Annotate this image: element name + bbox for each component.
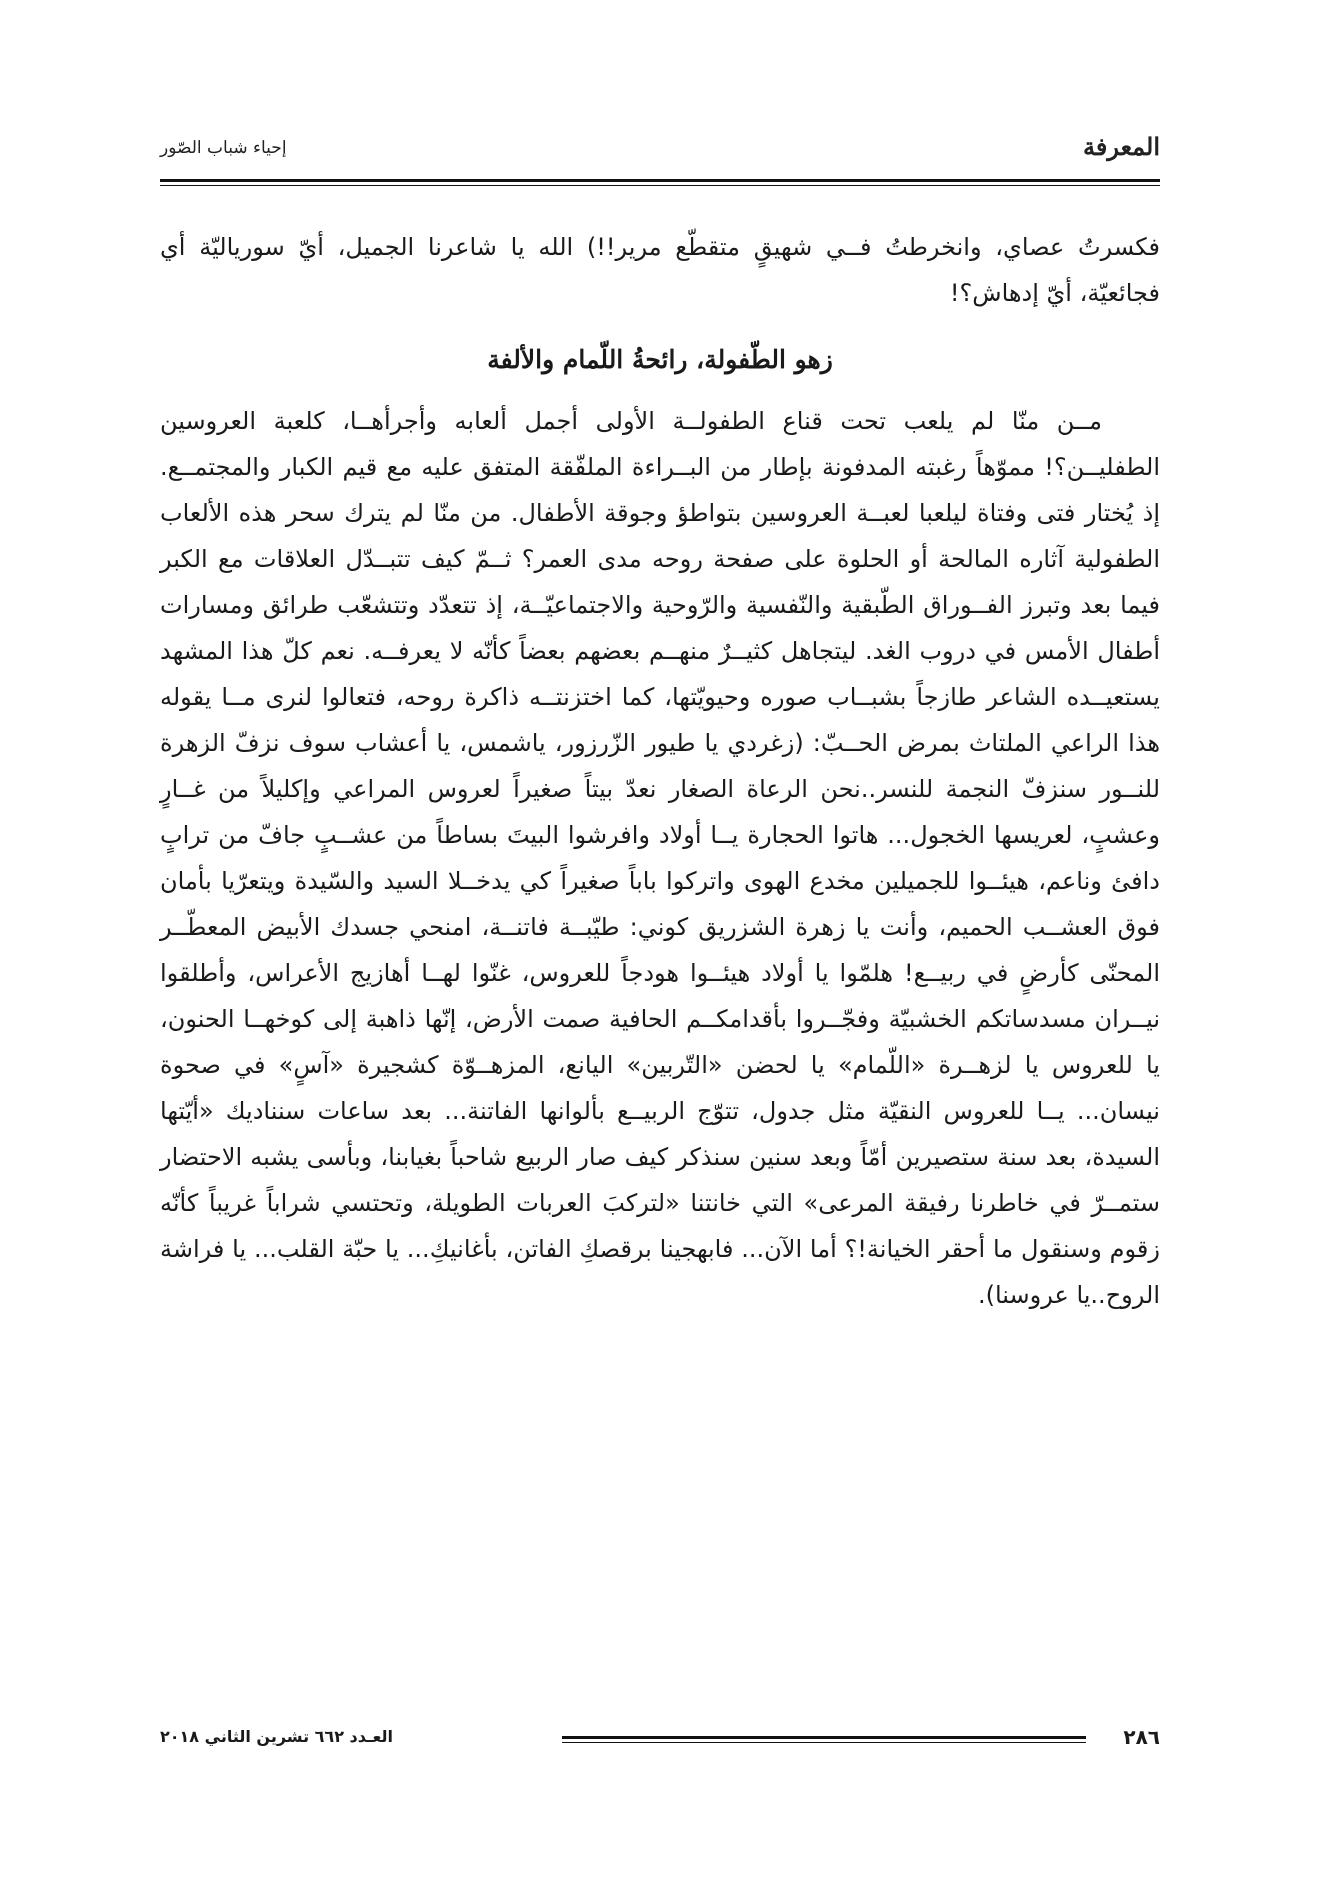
page-header xyxy=(160,128,1160,172)
page-footer xyxy=(160,1725,1160,1765)
footer-divider xyxy=(562,1736,1086,1743)
issue-info: العـدد ٦٦٢ تشرين الثاني ٢٠١٨ xyxy=(160,1727,393,1746)
running-title: إحياء شباب الصّور xyxy=(160,138,287,158)
magazine-logo: المعرفة xyxy=(1082,132,1160,161)
section-body-paragraph: مــن منّا لم يلعب تحت قناع الطفولــة الأولى أجمل ألعابه وأجرأهــا، كلعبة العروسين الطفليــن؟! مموّهاً رغبته المدفونة بإطار من البــراءة الملفّقة المتفق عليه مع قيم الكبار والمجتمــع. إذ يُختار فتى وفتاة ليلعبا لعبــة العروسين بتواطؤ وجوقة الأطفال. من منّا لم يترك سحر هذه الألعاب الطفولية آثاره المالحة أو الحلوة على صفحة روحه مدى العمر؟ ثــمّ كيف تتبــدّل العلاقات مع الكبر فيما بعد وتبرز الفــوراق الطّبقية والنّفسية والرّوحية والاجتماعيّــة، إذ تتعدّد وتتشعّب طرائق ومسارات أطفال الأمس في دروب الغد. ليتجاهل كثيــرٌ منهــم بعضهم بعضاً كأنّه لا يعرفــه. نعم كلّ هذا المشهد يستعيــده الشاعر طازجاً بشبــاب صوره وحيويّتها، كما اختزنتــه ذاكرة روحه، فتعالوا لنرى مــا يقوله هذا الراعي الملتاث بمرض الحــبّ: (زغردي يا طيور الزّرزور، ياشمس، يا أعشاب سوف نزفّ الزهرة للنــور سنزفّ النجمة للنسر..نحن الرعاة الصغار نعدّ بيتاً صغيراً لعروس المراعي وإكليلاً من غــارٍ وعشبٍ، لعريسها الخجول... هاتوا الحجارة يــا أولاد وافرشوا البيتَ بساطاً من عشــبٍ جافّ من ترابٍ دافئ وناعم، هيئــوا للجميلين مخدع الهوى واتركوا باباً صغيراً كي يدخــلا السيد والسّيدة ويتعرّيا بأمان فوق العشــب الحميم، وأنت يا زهرة الشزريق كوني: طيّبــة فاتنــة، امنحي جسدك الأبيض المعطّــر المحنّى كأرضٍ في ربيــع! هلمّوا يا أولاد هيئــوا هودجاً للعروس، غنّوا لهــا أهازيج الأعراس، وأطلقوا نيــران مسدساتكم الخشبيّة وفجّــروا بأقدامكــم الحافية صمت الأرض، إنّها ذاهبة إلى كوخهــا الحنون، يا للعروس يا لزهــرة «اللّمام» يا لحضن «التّربين» اليانع، المزهــوّة كشجيرة «آسٍ» في صحوة نيسان... يــا للعروس النقيّة مثل جدول، تتوّج الربيــع بألوانها الفاتنة... بعد ساعات سنناديك «أيّتها السيدة، بعد سنة ستصيرين أمّاً وبعد سنين سنذكر كيف صار الربيع شاحباً بغيابنا، وبأسى يشبه الاحتضار ستمــرّ في خاطرنا رفيقة المرعى» التي خانتنا «لتركبَ العربات الطويلة، وتحتسي شراباً غريباً كأنّه زقوم وسنقول ما أحقر الخيانة!؟ أما الآن... فابهجينا برقصكِ الفاتن، بأغانيكِ... يا حبّة القلب... يا فراشة الروح..يا عروسنا). xyxy=(160,407,1160,1309)
header-divider xyxy=(160,179,1160,186)
page-number: ٢٨٦ xyxy=(1123,1725,1160,1749)
intro-paragraph: فكسرتُ عصاي، وانخرطتُ فــي شهيقٍ متقطّع مرير!!) الله يا شاعرنا الجميل، أيّ سورياليّة أي فجائعيّة، أيّ إدهاش؟! xyxy=(160,233,1160,307)
section-heading: زهو الطّفولة، رائحةُ اللّمام والألفة xyxy=(487,345,833,374)
article-content xyxy=(160,224,1160,1318)
